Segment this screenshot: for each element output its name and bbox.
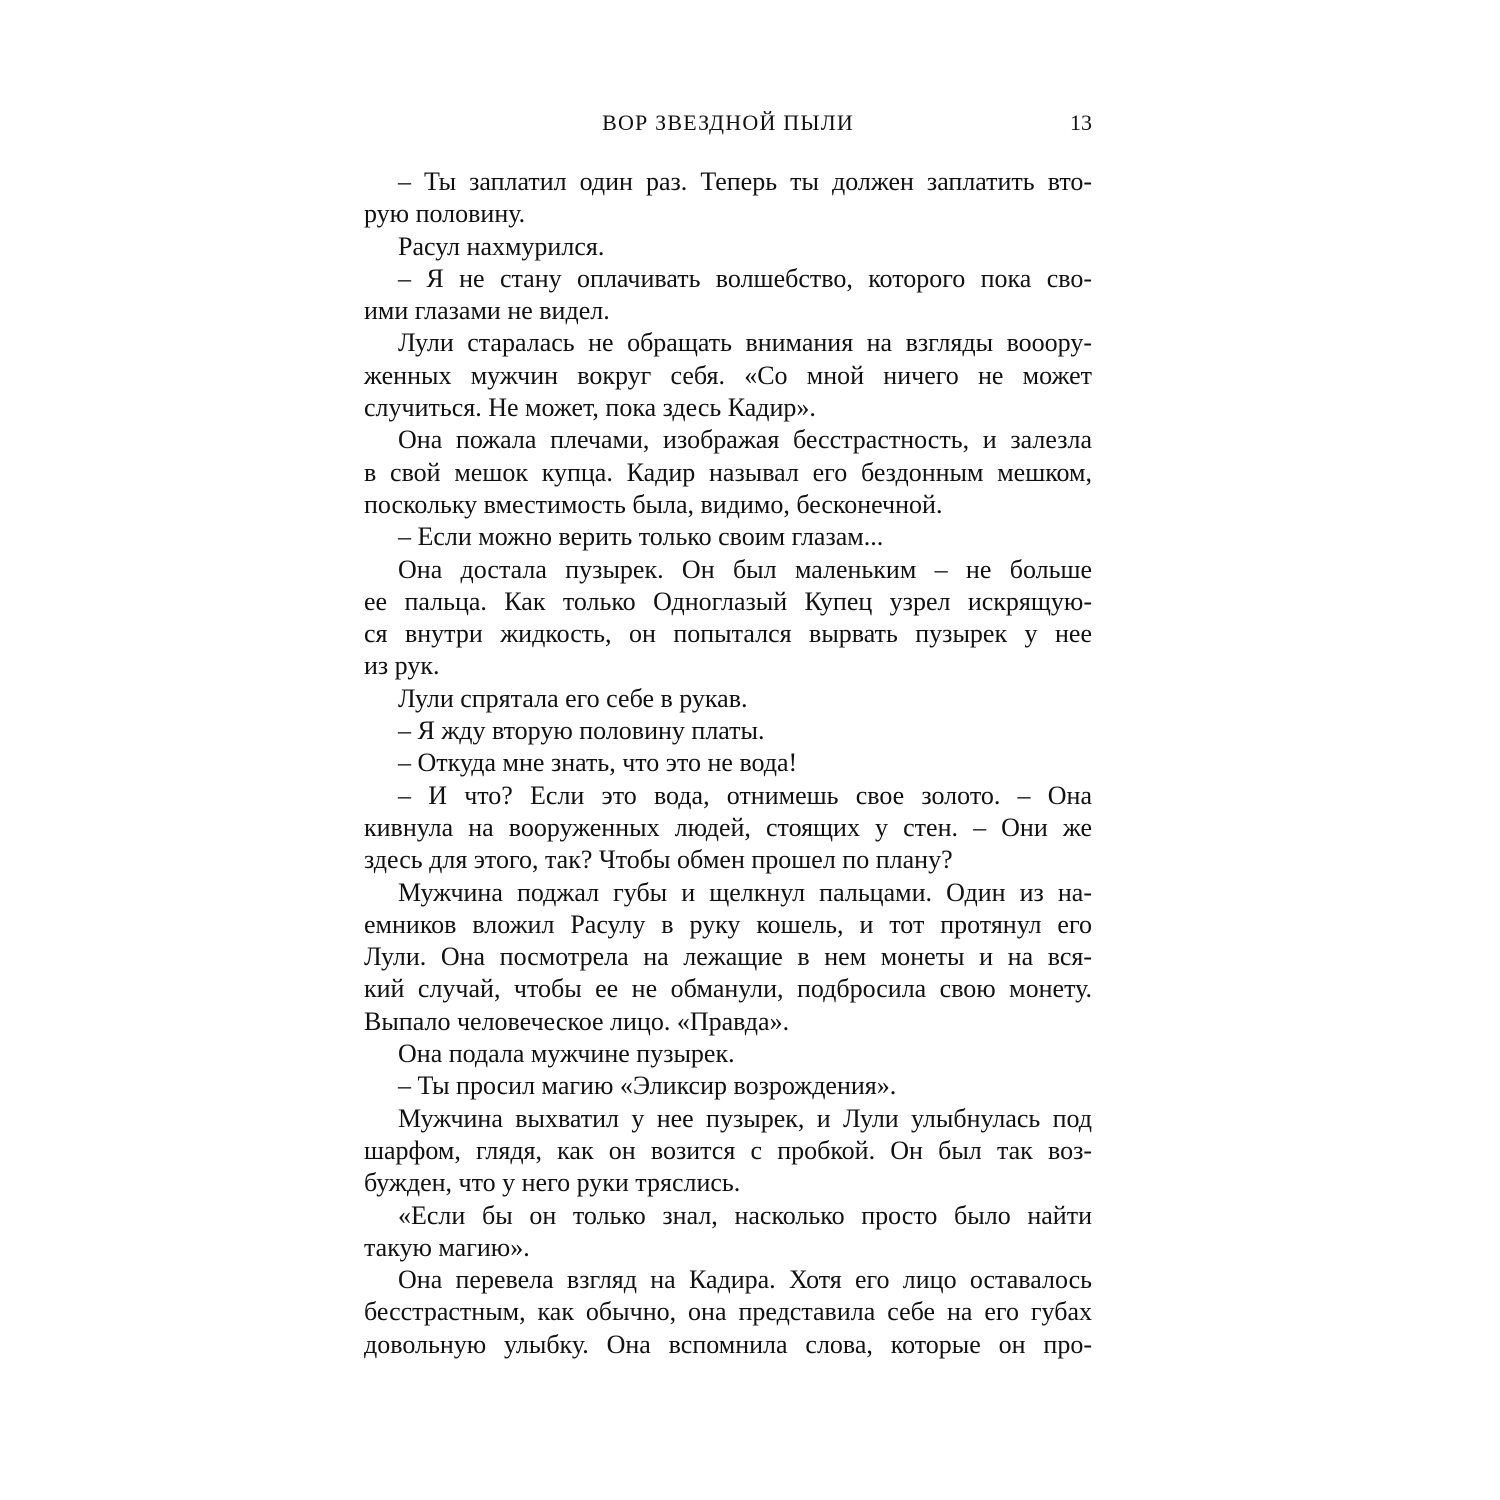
- text-line: ими глазами не видел.: [364, 296, 610, 326]
- text-line: – Я не стану оплачивать волшебство, которого пока сво-: [398, 263, 1092, 293]
- page-header: [364, 110, 1092, 142]
- text-line: – Я жду вторую половину платы.: [398, 716, 765, 746]
- text-line: в свой мешок купца. Кадир называл его бездонным мешком,: [364, 457, 1092, 487]
- text-line: поскольку вместимость была, видимо, бесконечной.: [364, 489, 943, 519]
- text-line: ее пальца. Как только Одноглазый Купец узрел искрящую-: [364, 586, 1092, 616]
- text-line: женных мужчин вокруг себя. «Со мной ничего не может: [364, 360, 1092, 390]
- text-line: Она перевела взгляд на Кадира. Хотя его лицо оставалось: [398, 1265, 1092, 1295]
- text-line: кивнула на вооруженных людей, стоящих у стен. – Они же: [364, 812, 1092, 842]
- text-line: Мужчина поджал губы и щелкнул пальцами. Один из на-: [398, 877, 1092, 907]
- text-line: Расул нахмурился.: [398, 231, 605, 261]
- text-line: емников вложил Расулу в руку кошель, и тот протянул его: [364, 909, 1092, 939]
- text-line: кий случай, чтобы ее не обманули, подбросила свою монету.: [364, 974, 1092, 1004]
- text-line: – Если можно верить только своим глазам...: [398, 522, 884, 552]
- text-line: ся внутри жидкость, он попытался вырвать пузырек у нее: [364, 619, 1092, 649]
- text-line: Лули старалась не обращать внимания на взгляды вооору-: [398, 328, 1092, 358]
- text-line: рую половину.: [364, 199, 526, 229]
- text-line: Лули спрятала его себе в рукав.: [398, 683, 748, 713]
- text-line: Она пожала плечами, изображая бесстрастность, и залезла: [398, 425, 1092, 455]
- text-line: случиться. Не может, пока здесь Кадир».: [364, 393, 816, 423]
- text-line: Лули. Она посмотрела на лежащие в нем монеты и на вся-: [364, 942, 1092, 972]
- running-title: ВОР ЗВЕЗДНОЙ ПЫЛИ: [602, 110, 854, 135]
- text-line: Выпало человеческое лицо. «Правда».: [364, 1006, 790, 1036]
- text-line: Она достала пузырек. Он был маленьким – не больше: [398, 554, 1092, 584]
- body-text: [364, 166, 1092, 1361]
- text-line: здесь для этого, так? Чтобы обмен прошел по плану?: [364, 845, 953, 875]
- text-line: – И что? Если это вода, отнимешь свое золото. – Она: [398, 780, 1092, 810]
- text-line: – Ты заплатил один раз. Теперь ты должен заплатить вто-: [398, 167, 1092, 196]
- page-number: 13: [1070, 110, 1092, 135]
- text-line: – Откуда мне знать, что это не вода!: [398, 748, 798, 778]
- text-line: бесстрастным, как обычно, она представила себе на его губах: [364, 1297, 1092, 1327]
- text-line: из рук.: [364, 651, 440, 681]
- text-line: шарфом, глядя, как он возится с пробкой. Он был так воз-: [364, 1135, 1092, 1165]
- text-line: бужден, что у него руки тряслись.: [364, 1168, 741, 1198]
- text-line: довольную улыбку. Она вспомнила слова, которые он про-: [364, 1329, 1092, 1359]
- text-line: Мужчина выхватил у нее пузырек, и Лули улыбнулась под: [398, 1103, 1092, 1133]
- text-line: – Ты просил магию «Эликсир возрождения».: [398, 1071, 897, 1101]
- text-line: такую магию».: [364, 1232, 530, 1262]
- text-line: «Если бы он только знал, насколько просто было найти: [398, 1200, 1092, 1230]
- text-line: Она подала мужчине пузырек.: [398, 1039, 735, 1069]
